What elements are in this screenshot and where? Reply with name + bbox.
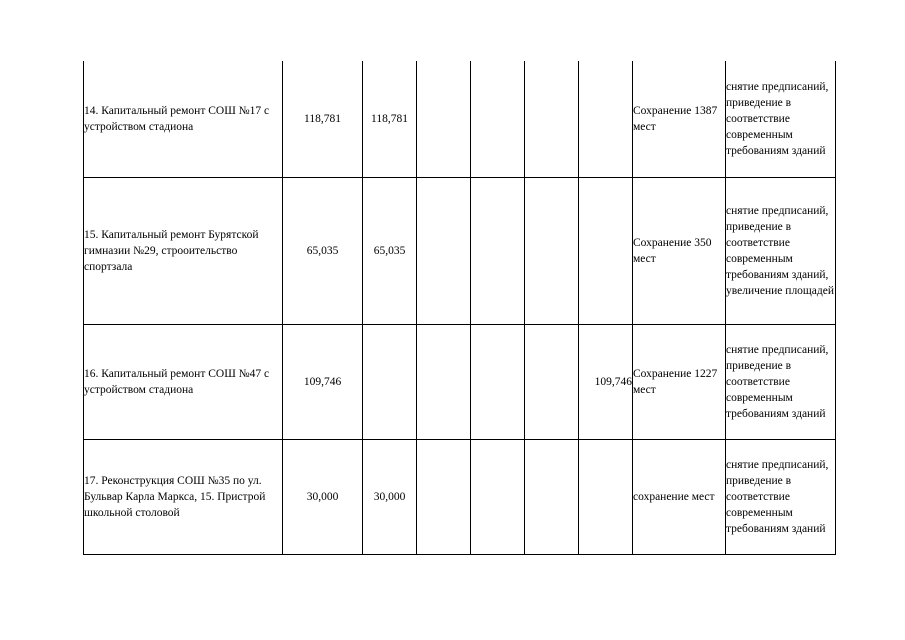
result-cell: Сохранение 1387 мест	[633, 61, 726, 177]
result-cell: сохранение мест	[633, 439, 726, 554]
total-cost-cell: 30,000	[283, 439, 363, 554]
total-cost-cell: 65,035	[283, 177, 363, 324]
table-row	[84, 61, 836, 177]
project-name-cell: 16. Капитальный ремонт СОШ №47 с устройством стадиона	[84, 324, 283, 439]
funding-cell-4	[471, 324, 525, 439]
projects-table	[83, 61, 836, 555]
funding-cell-2	[363, 324, 417, 439]
funding-cell-6	[579, 177, 633, 324]
funding-cell-6	[579, 439, 633, 554]
project-name-cell: 14. Капитальный ремонт СОШ №17 с устройством стадиона	[84, 61, 283, 177]
reason-cell: снятие предписаний, приведение в соответствие современным требованиям зданий, увеличение площадей	[726, 177, 836, 324]
funding-cell-5	[525, 324, 579, 439]
funding-cell-5	[525, 439, 579, 554]
funding-cell-3	[417, 177, 471, 324]
funding-cell-6	[579, 61, 633, 177]
result-cell: Сохранение 350 мест	[633, 177, 726, 324]
funding-cell-2: 65,035	[363, 177, 417, 324]
result-cell: Сохранение 1227 мест	[633, 324, 726, 439]
table-row	[84, 324, 836, 439]
funding-cell-4	[471, 177, 525, 324]
reason-cell: снятие предписаний, приведение в соответствие современным требованиям зданий	[726, 324, 836, 439]
reason-cell: снятие предписаний, приведение в соответствие современным требованиям зданий	[726, 61, 836, 177]
funding-cell-2: 30,000	[363, 439, 417, 554]
reason-cell: снятие предписаний, приведение в соответствие современным требованиям зданий	[726, 439, 836, 554]
table-row	[84, 177, 836, 324]
funding-cell-4	[471, 61, 525, 177]
funding-cell-6: 109,746	[579, 324, 633, 439]
funding-cell-5	[525, 61, 579, 177]
funding-cell-2: 118,781	[363, 61, 417, 177]
funding-cell-3	[417, 324, 471, 439]
project-name-cell: 15. Капитальный ремонт Бурятской гимназии №29, строоительство спортзала	[84, 177, 283, 324]
table-row	[84, 439, 836, 554]
funding-cell-4	[471, 439, 525, 554]
project-name-cell: 17. Реконструкция СОШ №35 по ул. Бульвар Карла Маркса, 15. Пристрой школьной столовой	[84, 439, 283, 554]
funding-cell-5	[525, 177, 579, 324]
total-cost-cell: 118,781	[283, 61, 363, 177]
funding-cell-3	[417, 61, 471, 177]
total-cost-cell: 109,746	[283, 324, 363, 439]
funding-cell-3	[417, 439, 471, 554]
